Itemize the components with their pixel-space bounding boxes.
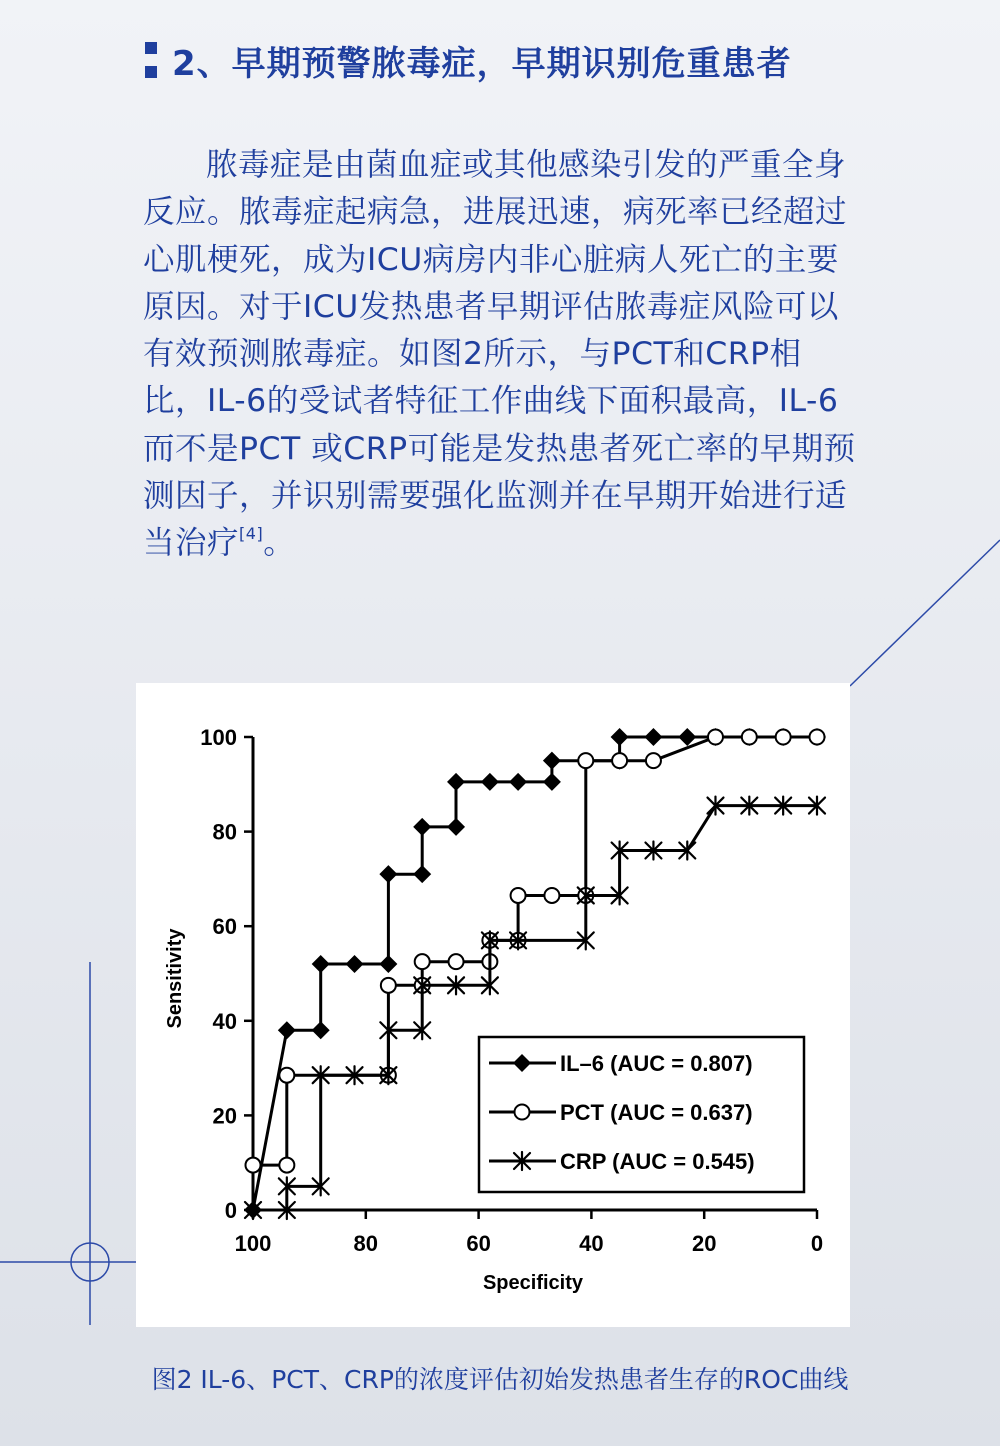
paragraph-ending: 。 xyxy=(263,525,296,562)
data-point xyxy=(742,730,757,745)
x-axis-label: Specificity xyxy=(482,1272,584,1294)
data-point xyxy=(415,954,430,969)
data-point xyxy=(312,955,330,973)
data-point xyxy=(278,1021,296,1039)
body-paragraph xyxy=(143,142,859,568)
data-point xyxy=(509,773,527,791)
data-point xyxy=(578,753,593,768)
data-point xyxy=(381,978,396,993)
y-tick-label: 100 xyxy=(200,725,237,750)
legend-label: IL–6 (AUC = 0.807) xyxy=(560,1051,753,1076)
x-tick-label: 60 xyxy=(466,1231,491,1256)
legend-marker xyxy=(515,1105,530,1120)
y-tick-label: 40 xyxy=(212,1008,237,1034)
x-tick-label: 0 xyxy=(810,1231,824,1256)
data-point xyxy=(449,954,464,969)
roc-chart xyxy=(136,683,850,1327)
paragraph-text: 脓毒症是由菌血症或其他感染引发的严重全身反应。脓毒症起病急，进展迅速，病死率已经超过心肌梗死，成为ICU病房内非心脏病人死亡的主要原因。对于ICU发热患者早期评估脓毒症风险可以有效预测脓毒症。如图2所示，与PCT和CRP相比，IL-6的受试者特征工作曲线下面积最高，IL-6而不是PCT 或CRP可能是发热患者死亡率的早期预测因子，并识别需要强化监测并在早期开始进行适当治疗 xyxy=(143,147,856,562)
data-point xyxy=(447,773,465,791)
data-point xyxy=(279,1158,294,1173)
data-point xyxy=(246,1158,261,1173)
data-point xyxy=(544,888,559,903)
y-tick-label: 80 xyxy=(212,819,237,845)
reference-marker: [4] xyxy=(239,524,264,544)
data-point xyxy=(511,888,526,903)
data-point xyxy=(543,773,561,791)
legend xyxy=(479,1037,804,1192)
data-point xyxy=(379,865,397,883)
x-tick-label: 40 xyxy=(579,1231,604,1256)
x-tick-label: 20 xyxy=(691,1231,717,1256)
legend-label: CRP (AUC = 0.545) xyxy=(560,1149,755,1174)
x-tick-label: 100 xyxy=(234,1231,272,1256)
x-tick-label: 80 xyxy=(353,1231,379,1256)
y-tick-label: 20 xyxy=(212,1103,237,1129)
legend-label: PCT (AUC = 0.637) xyxy=(560,1100,753,1125)
data-point xyxy=(346,955,364,973)
data-point xyxy=(678,728,696,746)
data-point xyxy=(279,1068,294,1083)
data-point xyxy=(379,955,397,973)
data-point xyxy=(708,730,723,745)
y-tick-label: 60 xyxy=(212,914,237,940)
data-point xyxy=(810,730,825,745)
data-point xyxy=(776,730,791,745)
diagonal-accent-line xyxy=(850,540,1000,686)
data-point xyxy=(312,1021,330,1039)
data-point xyxy=(646,753,661,768)
y-axis-label: Sensitivity xyxy=(164,928,186,1029)
section-heading: 2、早期预警脓毒症，早期识别危重患者 xyxy=(172,44,792,84)
data-point xyxy=(413,818,431,836)
data-point xyxy=(644,728,662,746)
data-point xyxy=(611,728,629,746)
heading-marker-icon xyxy=(145,42,157,78)
roc-figure xyxy=(136,683,850,1327)
data-point xyxy=(481,773,499,791)
y-tick-label: 0 xyxy=(224,1198,237,1223)
data-point xyxy=(447,818,465,836)
data-point xyxy=(413,865,431,883)
data-point xyxy=(612,753,627,768)
data-point xyxy=(543,752,561,770)
figure-caption: 图2 IL-6、PCT、CRP的浓度评估初始发热患者生存的ROC曲线 xyxy=(151,1365,849,1394)
